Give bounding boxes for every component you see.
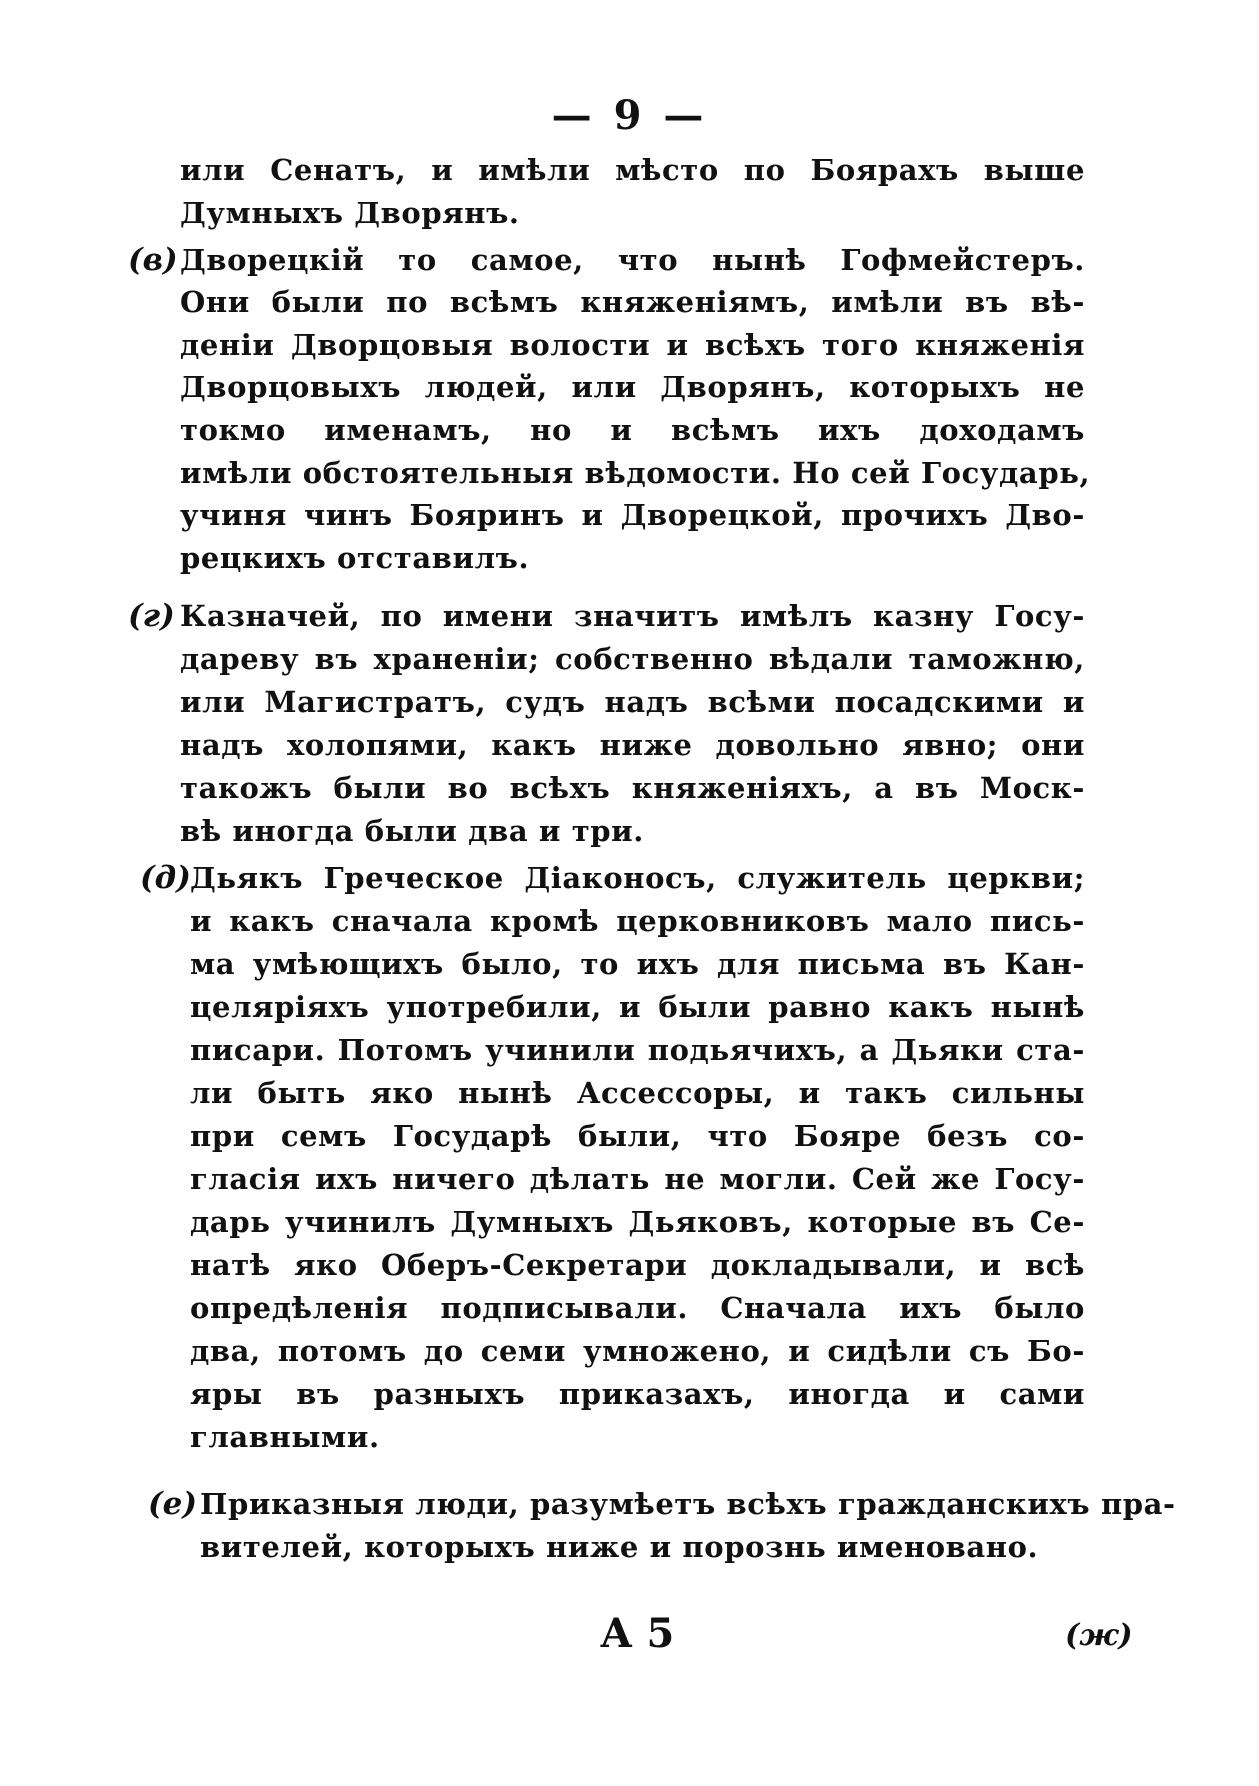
text-line: деніи Дворцовыя волости и всѣхъ того княженія [180, 328, 1085, 362]
text-line: имѣли обстоятельныя вѣдомости. Но сей Государь, [180, 456, 1091, 490]
text-line: ли быть яко нынѣ Ассессоры, и такъ сильны [190, 1076, 1085, 1110]
text-line: опредѣленія подписывали. Сначала ихъ было [190, 1291, 1085, 1325]
text-line: или Сенатъ, и имѣли мѣсто по Боярахъ выше [180, 153, 1085, 187]
signature-mark: А 5 [600, 1610, 675, 1657]
text-line: дарь учинилъ Думныхъ Дьяковъ, которые въ Се- [190, 1205, 1085, 1239]
text-line: Дворцовыхъ людей, или Дворянъ, которыхъ не [180, 370, 1085, 404]
text-line: Думныхъ Дворянъ. [180, 196, 520, 230]
text-line: токмо именамъ, но и всѣмъ ихъ доходамъ [180, 413, 1085, 447]
text-line: главными. [190, 1420, 380, 1454]
footnote-marker: (в) [128, 242, 178, 278]
text-line: дареву въ храненіи; собственно вѣдали таможню, [180, 642, 1085, 676]
text-line: два, потомъ до семи умножено, и сидѣли съ Бо- [190, 1334, 1085, 1368]
text-line: надъ холопями, какъ ниже довольно явно; они [180, 728, 1085, 762]
text-line: Дворецкій то самое, что нынѣ Гофмейстеръ. [180, 243, 1085, 277]
text-line: вѣ иногда были два и три. [180, 814, 644, 848]
text-line: Приказныя люди, разумѣетъ всѣхъ гражданскихъ пра- [200, 1487, 1176, 1521]
text-line: при семъ Государѣ были, что Бояре безъ со- [190, 1119, 1085, 1153]
text-line: учиня чинъ Бояринъ и Дворецкой, прочихъ Дво- [180, 498, 1085, 532]
text-line: или Магистратъ, судъ надъ всѣми посадскими и [180, 685, 1085, 719]
text-line: целяріяхъ употребили, и были равно какъ нынѣ [190, 990, 1085, 1024]
text-line: Они были по всѣмъ княженіямъ, имѣли въ вѣ- [180, 285, 1085, 319]
text-line: Казначей, по имени значитъ имѣлъ казну Госу- [180, 599, 1085, 633]
text-line: гласія ихъ ничего дѣлать не могли. Сей же Госу- [190, 1162, 1085, 1196]
text-line: писари. Потомъ учинили подьячихъ, а Дьяки ста- [190, 1033, 1085, 1067]
footnote-marker: (г) [128, 598, 175, 634]
text-line: рецкихъ отставилъ. [180, 541, 530, 575]
catchword: (ж) [1065, 1618, 1133, 1653]
text-line: яры въ разныхъ приказахъ, иногда и сами [190, 1377, 1085, 1411]
footnote-marker: (е) [148, 1486, 198, 1522]
text-line: и какъ сначала кромѣ церковниковъ мало пись- [190, 904, 1085, 938]
text-line: Дьякъ Греческое Діаконосъ, служитель церкви; [190, 861, 1085, 895]
text-line: ма умѣющихъ было, то ихъ для письма въ Кан- [190, 947, 1085, 981]
text-line: такожъ были во всѣхъ княженіяхъ, а въ Моск- [180, 771, 1085, 805]
footnote-marker: (д) [140, 860, 191, 896]
page-header: — 9 — [551, 92, 708, 139]
text-line: вителей, которыхъ ниже и порознь именовано. [200, 1530, 1039, 1564]
text-line: натѣ яко Оберъ-Секретари докладывали, и всѣ [190, 1248, 1085, 1282]
